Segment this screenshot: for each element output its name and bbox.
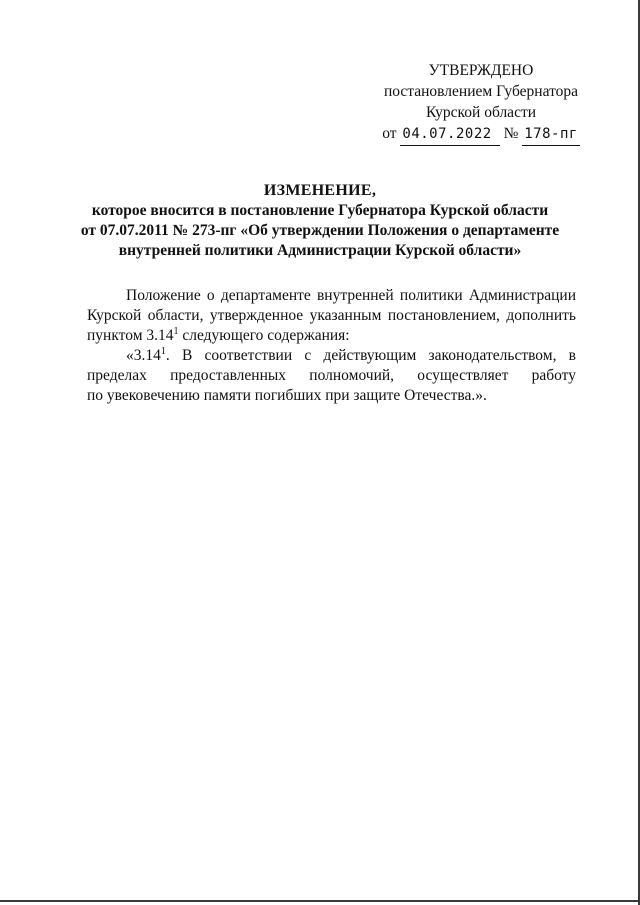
title-heading: ИЗМЕНЕНИЕ, — [263, 182, 377, 199]
approval-authority: постановлением Губернатора — [383, 83, 579, 100]
approval-title: УТВЕРЖДЕНО — [428, 62, 534, 79]
approval-block — [376, 60, 586, 146]
clause-number: «3.14 — [126, 347, 161, 364]
paragraph-1-text: Положение о департаменте внутренней политики Администрации Курской области, утвержденное указанным постановлением, дополнить пунктом 3.14 — [87, 287, 576, 344]
decree-number: 178-пг — [522, 124, 580, 146]
paragraph-2-last-line: по увековечению памяти погибших при защите Отечества.». — [87, 387, 487, 404]
title-line-3: внутренней политики Администрации Курской области» — [118, 242, 522, 259]
paragraph-1 — [87, 286, 576, 346]
decree-date: 04.07.2022 — [400, 124, 499, 146]
date-prefix: от — [382, 125, 397, 142]
scan-edge-bottom — [0, 900, 640, 902]
approval-date-line — [376, 123, 586, 146]
title-line-1: которое вносится в постановление Губернатора Курской области — [91, 202, 549, 219]
approval-region: Курской области — [425, 104, 537, 121]
document-title — [60, 181, 580, 261]
number-sign: № — [503, 125, 519, 142]
paragraph-2-text: . В соответствии с действующим законодательством, в пределах предоставленных полномочий, осуществляет работу — [87, 347, 576, 384]
title-line-2: от 07.07.2011 № 273-пг «Об утверждении Положения о департаменте — [80, 222, 560, 239]
paragraph-1-tail: следующего содержания: — [178, 327, 350, 344]
clause-superscript: 1 — [160, 345, 166, 357]
paragraph-1-superscript: 1 — [173, 325, 179, 337]
paragraph-2 — [87, 346, 576, 386]
document-body — [87, 286, 576, 406]
